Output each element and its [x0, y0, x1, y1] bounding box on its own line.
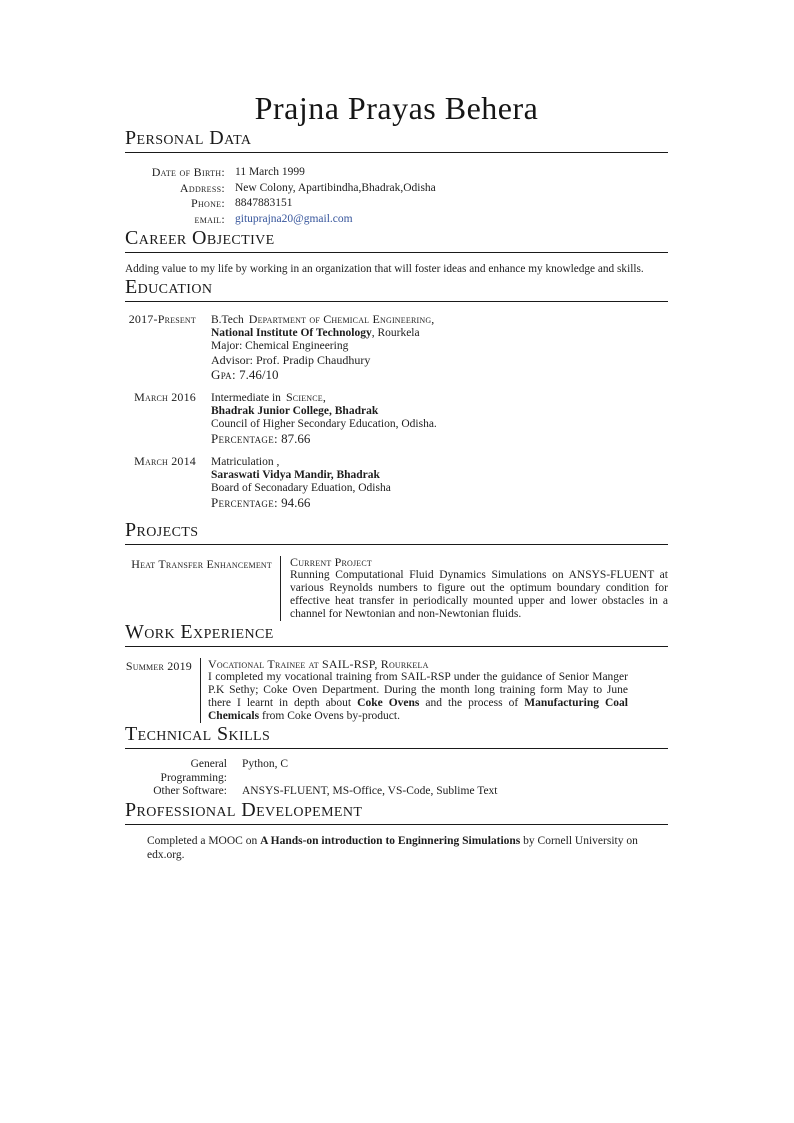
work-desc-text: from Coke Ovens by-product. — [259, 710, 400, 722]
mooc-text: Completed a MOOC on — [147, 834, 261, 847]
work-desc-text: and the process of — [419, 697, 525, 709]
email-link[interactable]: gituprajna20@gmail.com — [235, 212, 353, 225]
personal-data-heading: Personal Data — [125, 127, 668, 153]
skill-value: Python, C — [242, 758, 289, 770]
project-entry — [125, 556, 668, 621]
education-entry-matriculation — [125, 455, 668, 510]
phone-label: Phone: — [190, 196, 225, 210]
mooc-course-name: A Hands-on introduction to Enginnering Simulations — [260, 834, 521, 847]
email-label: email: — [194, 211, 225, 226]
address-value: New Colony, Apartibindha,Bhadrak,Odisha — [235, 181, 436, 194]
work-desc-bold: Coke Ovens — [357, 697, 420, 709]
phone-value: 8847883151 — [235, 197, 293, 209]
institution-line — [211, 405, 437, 418]
percentage-label: Percentage: — [211, 431, 278, 446]
professional-development-heading: Professional Developement — [125, 799, 668, 825]
skill-row-software — [125, 785, 668, 799]
skill-label: Other Software: — [153, 785, 227, 797]
technical-skills-heading: Technical Skills — [125, 723, 668, 749]
career-objective-heading: Career Objective — [125, 227, 668, 253]
personal-row-dob — [125, 165, 668, 181]
work-desc-bold: Manufacturing Coal Chemicals — [208, 697, 628, 722]
education-date: March 2014 — [134, 454, 196, 468]
education-entries — [125, 313, 668, 510]
mooc-text: by Cornell University on edx.org. — [147, 834, 638, 861]
career-objective-text: Adding value to my life by working in an organization that will foster ideas and enhance my knowledge and skills. — [125, 263, 644, 275]
work-entry — [125, 658, 668, 723]
percentage-value: 87.66 — [281, 431, 311, 446]
education-date: 2017-Present — [128, 312, 196, 326]
education-entry-btech — [125, 313, 668, 382]
degree-detail: Science, — [285, 390, 327, 404]
professional-development-text — [125, 834, 668, 862]
degree-line — [211, 455, 391, 469]
institution-line — [211, 469, 391, 482]
education-entry-body — [211, 391, 437, 446]
skill-value: ANSYS-FLUENT, MS-Office, VS-Code, Sublime Text — [242, 785, 498, 797]
institution: National Institute Of Technology — [211, 327, 372, 339]
education-date: March 2016 — [134, 390, 196, 404]
gpa-value: 7.46/10 — [239, 367, 279, 382]
institution-suffix: , Rourkela — [371, 327, 420, 339]
work-desc-text: I completed my vocational training from SAIL-RSP under the guidance of Senior Manger P.K Sethy; Coke Oven Department. During the month long training form May to June there I learnt in depth about — [208, 671, 628, 709]
degree: Intermediate in — [211, 392, 281, 404]
institution: Bhadrak Junior College, Bhadrak — [211, 405, 379, 417]
work-title: Vocational Trainee at SAIL-RSP, Rourkela — [208, 657, 429, 671]
section-technical-skills — [125, 723, 668, 799]
work-description — [208, 671, 628, 723]
institution-line — [211, 327, 435, 340]
personal-row-phone — [125, 196, 668, 212]
section-projects — [125, 519, 668, 621]
percentage-line — [211, 431, 437, 446]
work-entries — [125, 658, 668, 723]
percentage-line — [211, 495, 391, 510]
education-entry-body — [211, 455, 391, 510]
work-experience-heading: Work Experience — [125, 621, 668, 647]
address-label: Address: — [179, 180, 225, 195]
gpa-label: Gpa: — [211, 367, 236, 382]
board-line: Board of Seconadary Eduation, Odisha — [211, 482, 391, 494]
gpa-line — [211, 367, 435, 382]
project-title: Current Project — [290, 555, 373, 569]
personal-row-email — [125, 212, 668, 228]
project-label: Heat Transfer Enhancement — [131, 557, 272, 571]
degree: B.Tech — [211, 314, 244, 326]
work-body — [200, 658, 628, 723]
institution: Saraswati Vidya Mandir, Bhadrak — [211, 469, 380, 481]
section-professional-development — [125, 799, 668, 862]
skill-row-programming — [125, 758, 668, 785]
work-date: Summer 2019 — [125, 659, 192, 673]
percentage-label: Percentage: — [211, 495, 278, 510]
degree: Matriculation , — [211, 456, 280, 468]
section-work-experience — [125, 621, 668, 723]
education-entry-intermediate — [125, 391, 668, 446]
dob-value: 11 March 1999 — [235, 166, 305, 178]
board-line: Council of Higher Secondary Education, Odisha. — [211, 418, 437, 430]
projects-heading: Projects — [125, 519, 668, 545]
page-title: Prajna Prayas Behera — [254, 90, 539, 126]
degree-detail: Department of Chemical Engineering, — [248, 312, 435, 326]
dob-label: Date of Birth: — [151, 165, 225, 179]
advisor-line: Advisor: Prof. Pradip Chaudhury — [211, 353, 371, 367]
section-personal-data — [125, 127, 668, 227]
personal-row-address — [125, 181, 668, 197]
major-line: Major: Chemical Engineering — [211, 340, 349, 352]
project-description: Running Computational Fluid Dynamics Simulations on ANSYS-FLUENT at various Reynolds numbers to figure out the optimum boundary condition for effective heat transfer in periodically mounted upper and lower obstacles in a channel for Newtonian and non-Newtonian fluids. — [290, 569, 668, 620]
education-heading: Education — [125, 276, 668, 302]
projects-entries — [125, 556, 668, 621]
technical-skills-rows — [125, 758, 668, 799]
personal-data-rows — [125, 165, 668, 227]
degree-line — [211, 391, 437, 405]
section-career-objective — [125, 227, 668, 276]
percentage-value: 94.66 — [281, 495, 311, 510]
degree-line — [211, 313, 435, 327]
skill-label: General Programming: — [160, 758, 227, 784]
section-education — [125, 276, 668, 510]
project-body — [280, 556, 668, 621]
education-entry-body — [211, 313, 435, 382]
